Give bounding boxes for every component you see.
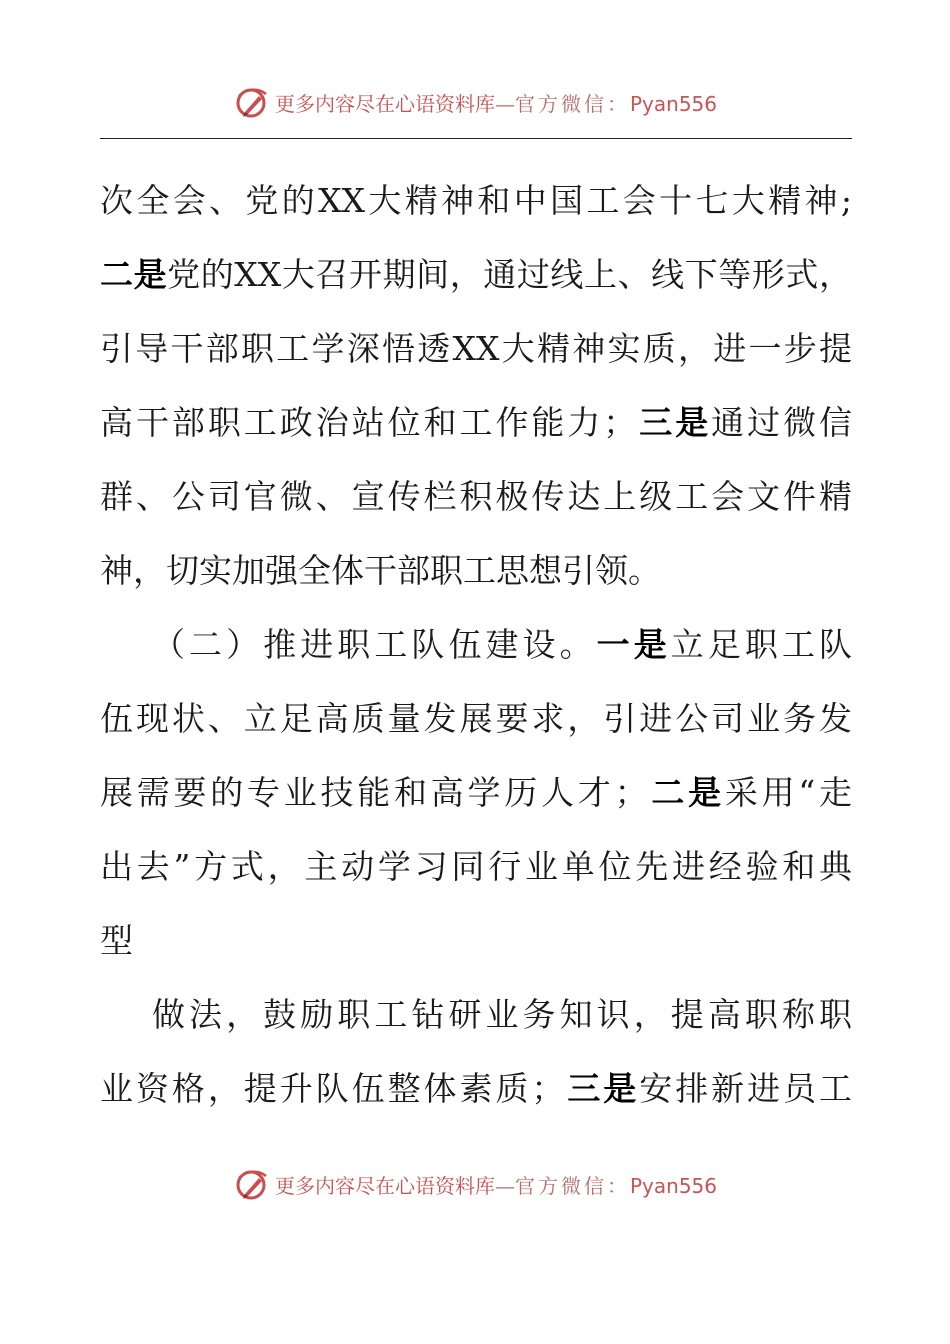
header-brand-dash: — bbox=[494, 91, 515, 116]
body-line-3-text: 引导干部职工学深悟透XX大精神实质，进一步提 bbox=[100, 329, 852, 368]
body-line-9-emphasis: 二是 bbox=[647, 773, 725, 812]
body-line-4-text-pre: 高干部职工政治站位和工作能力； bbox=[100, 403, 637, 442]
header-brand-sub: 官方微信： bbox=[514, 91, 630, 116]
body-line-12 bbox=[152, 990, 852, 1040]
footer-brand-sub: 官方微信： bbox=[514, 1173, 630, 1198]
header-brand-main: 更多内容尽在心语资料库 bbox=[274, 91, 495, 116]
body-line-3 bbox=[100, 324, 852, 374]
body-line-13-text-post: 安排新进员工 bbox=[639, 1069, 853, 1108]
body-line-4-text-post: 通过微信 bbox=[711, 403, 853, 442]
body-line-13 bbox=[100, 1064, 852, 1114]
body-line-10-text: 出去”方式，主动学习同行业单位先进经验和典 bbox=[100, 847, 852, 886]
body-line-2-emphasis: 二是 bbox=[100, 255, 168, 294]
body-line-9 bbox=[100, 768, 852, 818]
footer-watermark bbox=[0, 1162, 950, 1206]
body-line-2-text: 党的XX大召开期间，通过线上、线下等形式， bbox=[167, 255, 852, 294]
body-line-12-text: 做法，鼓励职工钻研业务知识，提高职称职 bbox=[152, 995, 852, 1034]
header-divider bbox=[100, 138, 852, 139]
header-watermark bbox=[0, 80, 950, 124]
body-line-13-text-pre: 业资格，提升队伍整体素质； bbox=[100, 1069, 565, 1108]
pen-circle-logo-icon bbox=[233, 84, 269, 120]
body-line-7-text-post: 立足职工队 bbox=[670, 625, 853, 664]
body-line-5 bbox=[100, 472, 852, 522]
pen-circle-logo-icon bbox=[233, 1166, 269, 1202]
body-line-1-text: 次全会、党的XX大精神和中国工会十七大精神; bbox=[100, 181, 852, 220]
header-brand-text bbox=[275, 88, 717, 117]
body-line-6 bbox=[100, 546, 852, 596]
header-brand-id: Pyan556 bbox=[629, 91, 717, 116]
body-line-9-text-pre: 展需要的专业技能和高学历人才； bbox=[100, 773, 648, 812]
body-line-13-emphasis: 三是 bbox=[564, 1069, 640, 1108]
body-line-8-text: 伍现状、立足高质量发展要求，引进公司业务发 bbox=[100, 699, 852, 738]
body-line-1 bbox=[100, 176, 852, 226]
body-line-10 bbox=[100, 842, 852, 892]
footer-brand-text bbox=[275, 1170, 717, 1199]
footer-brand-id: Pyan556 bbox=[629, 1173, 717, 1198]
body-line-11-text: 型 bbox=[100, 921, 133, 960]
footer-brand-main: 更多内容尽在心语资料库 bbox=[274, 1173, 495, 1198]
body-line-9-text-post: 采用“走 bbox=[724, 773, 853, 812]
body-line-7-text-pre: （二）推进职工队伍建设。 bbox=[152, 625, 597, 664]
body-line-4 bbox=[100, 398, 852, 448]
body-line-7-emphasis: 一是 bbox=[596, 625, 671, 664]
body-line-5-text: 群、公司官微、宣传栏积极传达上级工会文件精 bbox=[100, 477, 852, 516]
body-line-8 bbox=[100, 694, 852, 744]
footer-brand-dash: — bbox=[494, 1173, 515, 1198]
body-line-6-text: 神，切实加强全体干部职工思想引领。 bbox=[100, 551, 661, 590]
body-line-4-emphasis: 三是 bbox=[636, 403, 712, 442]
body-line-7 bbox=[152, 620, 852, 670]
body-line-2 bbox=[100, 250, 852, 300]
body-line-11 bbox=[100, 916, 852, 966]
